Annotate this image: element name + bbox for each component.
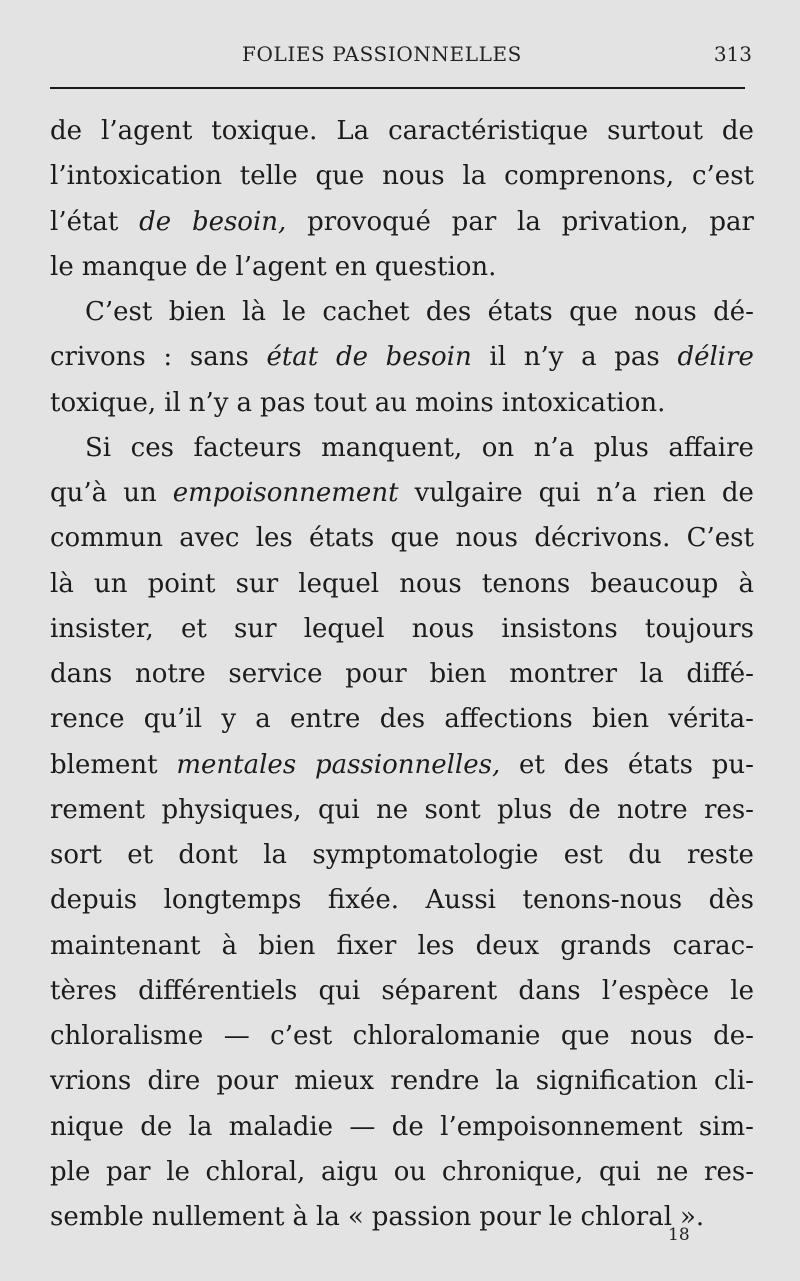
word: sans bbox=[189, 342, 249, 373]
word: l’empoisonnement bbox=[440, 1111, 683, 1142]
italic-word: délire bbox=[677, 342, 754, 373]
word: à bbox=[292, 1202, 308, 1232]
word: moins bbox=[415, 387, 494, 418]
text-line bbox=[50, 154, 754, 199]
text-line bbox=[50, 426, 754, 471]
word: que bbox=[390, 523, 440, 554]
text-line bbox=[50, 1105, 754, 1150]
word: physiques, bbox=[161, 794, 302, 825]
word: la bbox=[639, 659, 664, 689]
word: affections bbox=[444, 704, 573, 735]
word: a bbox=[581, 342, 597, 373]
word: diffé- bbox=[686, 659, 754, 689]
word: blement bbox=[50, 749, 158, 780]
running-head bbox=[52, 42, 752, 78]
word: de bbox=[568, 794, 601, 825]
word: des bbox=[425, 297, 472, 327]
word: manque bbox=[81, 251, 188, 282]
italic-word: besoin bbox=[385, 342, 472, 373]
word: de bbox=[50, 116, 83, 146]
word: nous bbox=[399, 568, 462, 599]
word: vrions bbox=[50, 1066, 132, 1097]
page-number: 313 bbox=[713, 42, 752, 66]
word: caractéristique bbox=[388, 116, 589, 146]
word: nous bbox=[630, 1021, 693, 1051]
word: et bbox=[127, 840, 154, 870]
word: sont bbox=[424, 794, 481, 825]
word: de bbox=[721, 478, 754, 508]
word: dans bbox=[50, 659, 113, 689]
word: surtout bbox=[607, 116, 703, 146]
word: « bbox=[347, 1202, 364, 1232]
word: ». bbox=[680, 1202, 705, 1232]
word: en bbox=[334, 251, 367, 282]
word: le bbox=[282, 297, 306, 327]
signature-mark: 18 bbox=[668, 1225, 690, 1245]
word: provoqué bbox=[307, 206, 431, 237]
word: dans bbox=[518, 975, 581, 1006]
word: affaire bbox=[668, 432, 754, 463]
word: semble bbox=[50, 1202, 144, 1232]
word: la bbox=[462, 161, 487, 192]
text-line bbox=[50, 335, 754, 380]
word: qu’il bbox=[143, 704, 203, 735]
word: passion bbox=[371, 1202, 472, 1232]
word: maladie bbox=[228, 1111, 334, 1142]
word: par bbox=[709, 206, 754, 237]
word: chloral bbox=[580, 1202, 673, 1232]
word: — bbox=[349, 1111, 376, 1142]
word: le bbox=[730, 975, 754, 1006]
word: bien bbox=[258, 930, 316, 961]
word: avec bbox=[179, 523, 240, 554]
word: privation, bbox=[561, 206, 689, 237]
word: montrer bbox=[509, 659, 618, 689]
word: qui bbox=[538, 478, 581, 508]
text-line bbox=[50, 200, 754, 245]
word: l’espèce bbox=[601, 975, 710, 1006]
word: c’est bbox=[270, 1021, 333, 1051]
word: par bbox=[105, 1156, 151, 1187]
word: par bbox=[451, 206, 497, 237]
word: plus bbox=[593, 432, 649, 463]
word: il bbox=[164, 387, 181, 418]
text-line bbox=[50, 607, 754, 652]
word: les bbox=[417, 930, 455, 961]
word: le bbox=[50, 251, 74, 282]
italic-word: mentales bbox=[176, 749, 297, 780]
text-line bbox=[50, 1059, 754, 1104]
word: vérita- bbox=[668, 704, 754, 735]
word: n’a bbox=[596, 478, 637, 508]
word: là bbox=[242, 297, 266, 327]
word: toxique, bbox=[50, 387, 157, 418]
word: C’est bbox=[85, 297, 153, 327]
text-line bbox=[50, 878, 754, 923]
word: et bbox=[519, 749, 545, 780]
word: pour bbox=[216, 1066, 279, 1097]
word: tenons bbox=[481, 568, 571, 599]
word: sort bbox=[50, 840, 102, 870]
word: qui bbox=[318, 975, 361, 1006]
word: a bbox=[255, 704, 271, 735]
word: bien bbox=[168, 297, 226, 327]
word: res- bbox=[704, 794, 754, 825]
word: de- bbox=[713, 1021, 754, 1051]
word: notre bbox=[134, 659, 206, 689]
word: pas bbox=[259, 387, 306, 418]
word: maintenant bbox=[50, 930, 201, 961]
word: res- bbox=[704, 1156, 754, 1187]
word: plus bbox=[497, 794, 553, 825]
word: toujours bbox=[644, 613, 754, 644]
word: des bbox=[379, 704, 426, 735]
text-line bbox=[50, 924, 754, 969]
word: de bbox=[721, 116, 754, 146]
text-line bbox=[50, 969, 754, 1014]
word: longtemps bbox=[163, 885, 302, 916]
word: bien bbox=[592, 704, 650, 735]
italic-word: de bbox=[139, 206, 172, 237]
text-line bbox=[50, 788, 754, 833]
word: question. bbox=[374, 251, 497, 282]
word: la bbox=[263, 840, 288, 870]
word: fixée. bbox=[327, 885, 399, 916]
word: à bbox=[221, 930, 238, 961]
word: y bbox=[221, 704, 237, 735]
word: n’y bbox=[523, 342, 564, 373]
word: nous bbox=[382, 161, 445, 192]
word: toxique. bbox=[211, 116, 318, 146]
word: entre bbox=[290, 704, 361, 735]
word: l’agent bbox=[235, 251, 327, 282]
word: de bbox=[391, 1111, 424, 1142]
word: pu- bbox=[711, 749, 754, 780]
word: chronique, bbox=[441, 1156, 584, 1187]
word: crivons bbox=[50, 342, 146, 373]
word: : bbox=[163, 342, 173, 373]
word: comprenons, bbox=[504, 161, 675, 192]
word: tenons-nous bbox=[522, 885, 683, 916]
word: c’est bbox=[691, 161, 754, 192]
word: qui bbox=[598, 1156, 641, 1187]
word: que bbox=[560, 1021, 610, 1051]
word: qui bbox=[317, 794, 360, 825]
italic-word: empoisonnement bbox=[172, 478, 399, 508]
word: n’a bbox=[533, 432, 575, 463]
word: beaucoup bbox=[590, 568, 719, 599]
word: pour bbox=[479, 1202, 541, 1232]
italic-word: état bbox=[266, 342, 319, 373]
word: l’agent bbox=[101, 116, 193, 146]
text-line bbox=[50, 697, 754, 742]
word: point bbox=[147, 568, 216, 599]
word: signification bbox=[535, 1066, 698, 1097]
word: la bbox=[495, 1066, 520, 1097]
word: n’y bbox=[188, 387, 229, 418]
word: dont bbox=[178, 840, 238, 870]
word: sur bbox=[235, 568, 279, 599]
text-line bbox=[50, 833, 754, 878]
word: facteurs bbox=[193, 432, 302, 463]
word: cachet bbox=[322, 297, 410, 327]
text-line bbox=[50, 245, 754, 290]
word: dire bbox=[147, 1066, 201, 1097]
word: aigu bbox=[320, 1156, 379, 1187]
text-line bbox=[50, 1014, 754, 1059]
word: insistons bbox=[501, 613, 618, 644]
word: à bbox=[738, 568, 754, 599]
text-line bbox=[50, 1150, 754, 1195]
word: nous bbox=[411, 613, 475, 644]
word: états bbox=[487, 297, 553, 327]
word: grands bbox=[560, 930, 652, 961]
word: symptomatologie bbox=[312, 840, 539, 870]
word: chloral, bbox=[205, 1156, 306, 1187]
word: vulgaire bbox=[414, 478, 523, 508]
word: au bbox=[374, 387, 408, 418]
word: insister, bbox=[50, 613, 154, 644]
text-line bbox=[50, 652, 754, 697]
word: cli- bbox=[713, 1066, 754, 1097]
word: il bbox=[489, 342, 507, 373]
word: telle bbox=[239, 161, 298, 192]
word: états bbox=[309, 523, 375, 554]
word: nique bbox=[50, 1111, 124, 1142]
word: rement bbox=[50, 794, 146, 825]
word: là bbox=[50, 568, 74, 599]
word: du bbox=[628, 840, 662, 870]
word: que bbox=[315, 161, 365, 192]
text-line bbox=[50, 516, 754, 561]
word: — bbox=[223, 1021, 250, 1051]
word: des bbox=[563, 749, 610, 780]
word: ou bbox=[393, 1156, 427, 1187]
word: reste bbox=[686, 840, 754, 870]
word: et bbox=[180, 613, 207, 644]
word: le bbox=[166, 1156, 190, 1187]
word: est bbox=[563, 840, 603, 870]
word: que bbox=[569, 297, 618, 327]
italic-word: passionnelles, bbox=[314, 749, 501, 780]
word: la bbox=[188, 1111, 213, 1142]
word: dès bbox=[708, 885, 754, 916]
word: ces bbox=[130, 432, 174, 463]
word: nous bbox=[455, 523, 519, 554]
word: de bbox=[140, 1111, 173, 1142]
word: on bbox=[481, 432, 515, 463]
word: ple bbox=[50, 1156, 91, 1187]
word: intoxication. bbox=[501, 387, 666, 418]
word: Aussi bbox=[425, 885, 496, 916]
word: le bbox=[548, 1202, 573, 1232]
word: un bbox=[123, 478, 157, 508]
word: mieux bbox=[294, 1066, 375, 1097]
word: rendre bbox=[390, 1066, 480, 1097]
word: séparent bbox=[381, 975, 498, 1006]
text-line bbox=[50, 562, 754, 607]
word: tères bbox=[50, 975, 117, 1006]
word: décrivons. bbox=[534, 523, 671, 554]
word: lequel bbox=[298, 568, 380, 599]
word: nullement bbox=[151, 1202, 285, 1232]
word: depuis bbox=[50, 885, 138, 916]
word: La bbox=[336, 116, 370, 146]
word: pas bbox=[614, 342, 660, 373]
text-line bbox=[50, 743, 754, 788]
word: lequel bbox=[303, 613, 385, 644]
word: rence bbox=[50, 704, 125, 735]
text-line bbox=[50, 381, 754, 426]
text-line bbox=[50, 1195, 754, 1240]
word: deux bbox=[475, 930, 540, 961]
word: sim- bbox=[698, 1111, 754, 1142]
word: manquent, bbox=[321, 432, 463, 463]
word: ne bbox=[376, 794, 409, 825]
word: l’intoxication bbox=[50, 161, 222, 192]
word: sur bbox=[233, 613, 277, 644]
word: chloralomanie bbox=[352, 1021, 541, 1051]
word: les bbox=[255, 523, 293, 554]
word: l’état bbox=[50, 206, 119, 237]
word: notre bbox=[616, 794, 688, 825]
header-rule bbox=[50, 87, 745, 89]
word: service bbox=[228, 659, 323, 689]
word: Si bbox=[85, 432, 112, 463]
word: la bbox=[517, 206, 541, 237]
word: de bbox=[195, 251, 228, 282]
word: fixer bbox=[336, 930, 397, 961]
italic-word: besoin, bbox=[191, 206, 287, 237]
word: C’est bbox=[686, 523, 754, 554]
word: a bbox=[236, 387, 252, 418]
word: nous bbox=[634, 297, 697, 327]
word: dé- bbox=[713, 297, 754, 327]
word: ne bbox=[656, 1156, 689, 1187]
word: commun bbox=[50, 523, 164, 554]
word: qu’à bbox=[50, 478, 108, 508]
word: rien bbox=[652, 478, 706, 508]
text-line bbox=[50, 471, 754, 516]
word: un bbox=[93, 568, 128, 599]
word: différentiels bbox=[138, 975, 298, 1006]
word: tout bbox=[313, 387, 367, 418]
word: états bbox=[627, 749, 693, 780]
word: la bbox=[316, 1202, 340, 1232]
word: bien bbox=[429, 659, 487, 689]
italic-word: de bbox=[335, 342, 368, 373]
body-text bbox=[50, 109, 754, 1240]
word: pour bbox=[345, 659, 407, 689]
running-title: FOLIES PASSIONNELLES bbox=[242, 42, 522, 66]
word: chloralisme bbox=[50, 1021, 204, 1051]
text-line bbox=[50, 290, 754, 335]
text-line bbox=[50, 109, 754, 154]
word: carac- bbox=[672, 930, 754, 961]
